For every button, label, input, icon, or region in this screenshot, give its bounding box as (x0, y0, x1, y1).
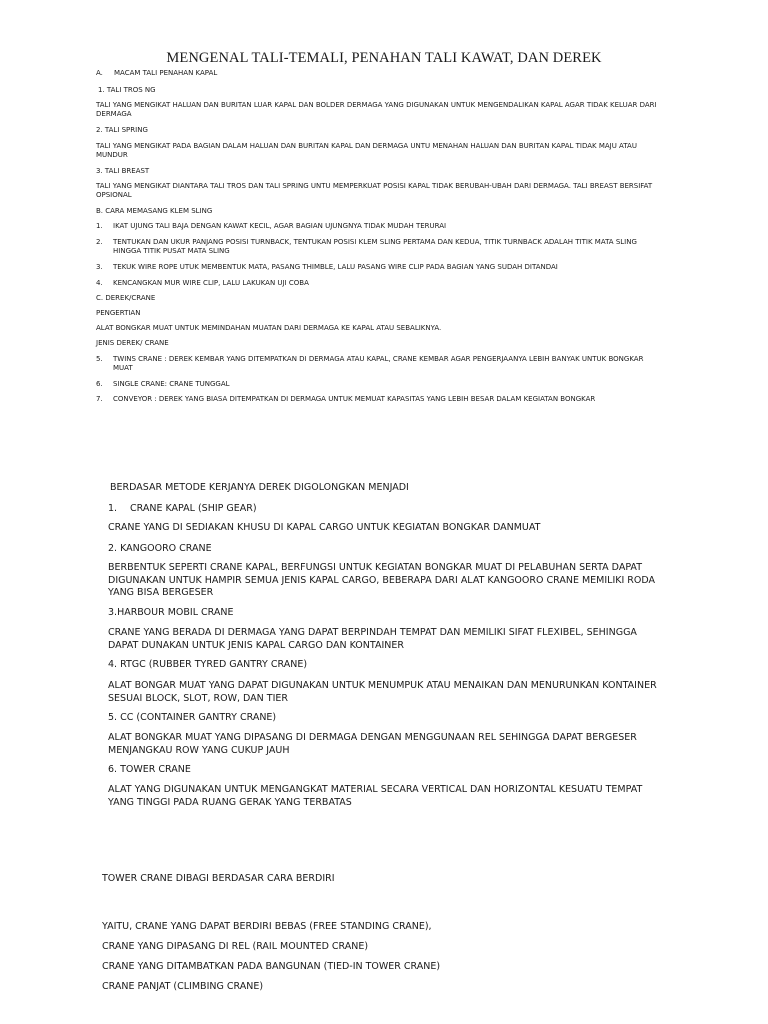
item-1-title: 1. TALI TROS NG (98, 86, 156, 94)
metode-1-number: 1. (108, 503, 118, 514)
tower-line-3: CRANE YANG DITAMBATKAN PADA BANGUNAN (TIED-IN TOWER CRANE) (102, 961, 441, 972)
step-1-number: 1. (96, 222, 103, 230)
metode-3-text: CRANE YANG BERADA DI DERMAGA YANG DAPAT BERPINDAH TEMPAT DAN MEMILIKI SIFAT FLEXIBEL, SEHINGGA DAPAT DUNAKAN UNTUK JENIS KAPAL CARGO DAN KONTAINER (108, 627, 637, 651)
step-4-text: KENCANGKAN MUR WIRE CLIP, LALU LAKUKAN UJI COBA (113, 279, 309, 287)
item-2-title: 2. TALI SPRING (96, 126, 148, 134)
step-3-text: TEKUK WIRE ROPE UTUK MEMBENTUK MATA, PASANG THIMBLE, LALU PASANG WIRE CLIP PADA BAGIAN YANG SUDAH DITANDAI (113, 263, 558, 271)
jenis-5-text: TWINS CRANE : DEREK KEMBAR YANG DITEMPATKAN DI DERMAGA ATAU KAPAL, CRANE KEMBAR AGAR PENGERJAANYA LEBIH BANYAK UNTUK BONGKAR MUAT (113, 355, 644, 372)
jenis-7-text: CONVEYOR : DEREK YANG BIASA DITEMPATKAN DI DERMAGA UNTUK MEMUAT KAPASITAS YANG LEBIH BESAR DALAM KEGIATAN BONGKAR (113, 395, 596, 403)
section-c-heading: C. DEREK/CRANE (96, 294, 156, 302)
jenis-6-text: SINGLE CRANE: CRANE TUNGGAL (113, 380, 230, 388)
metode-5-title: 5. CC (CONTAINER GANTRY CRANE) (108, 712, 277, 723)
pengertian-label: PENGERTIAN (96, 309, 141, 317)
step-3-number: 3. (96, 263, 103, 271)
step-2-number: 2. (96, 238, 103, 246)
metode-4-title: 4. RTGC (RUBBER TYRED GANTRY CRANE) (108, 659, 308, 670)
document-title: MENGENAL TALI-TEMALI, PENAHAN TALI KAWAT, DAN DEREK (166, 50, 602, 66)
item-3-text: TALI YANG MENGIKAT DIANTARA TALI TROS DAN TALI SPRING UNTU MEMPERKUAT POSISI KAPAL TIDAK BERUBAH-UBAH DARI DERMAGA. TALI BREAST BERSIFAT OPSIONAL (96, 182, 653, 199)
step-4-number: 4. (96, 279, 103, 287)
metode-3-title: 3.HARBOUR MOBIL CRANE (108, 607, 234, 618)
section-a-marker: A. (96, 69, 103, 77)
tower-heading: TOWER CRANE DIBAGI BERDASAR CARA BERDIRI (102, 873, 335, 884)
jenis-5-number: 5. (96, 355, 103, 363)
tower-line-2: CRANE YANG DIPASANG DI REL (RAIL MOUNTED CRANE) (102, 941, 369, 952)
metode-2-title: 2. KANGOORO CRANE (108, 543, 212, 554)
metode-1-text: CRANE YANG DI SEDIAKAN KHUSU DI KAPAL CARGO UNTUK KEGIATAN BONGKAR DANMUAT (108, 522, 541, 533)
tower-line-1: YAITU, CRANE YANG DAPAT BERDIRI BEBAS (FREE STANDING CRANE), (102, 921, 432, 932)
section-b-heading: B. CARA MEMASANG KLEM SLING (96, 207, 213, 215)
jenis-7-number: 7. (96, 395, 103, 403)
item-3-title: 3. TALI BREAST (96, 167, 150, 175)
jenis-label: JENIS DEREK/ CRANE (96, 339, 169, 347)
item-1-text: TALI YANG MENGIKAT HALUAN DAN BURITAN LUAR KAPAL DAN BOLDER DERMAGA YANG DIGUNAKAN UNTUK MENGENDALIKAN KAPAL AGAR TIDAK KELUAR DARI DERMAGA (96, 101, 657, 118)
jenis-6-number: 6. (96, 380, 103, 388)
metode-4-text: ALAT BONGAR MUAT YANG DAPAT DIGUNAKAN UNTUK MENUMPUK ATAU MENAIKAN DAN MENURUNKAN KONTAINER SESUAI BLOCK, SLOT, ROW, DAN TIER (108, 680, 657, 704)
step-2-text: TENTUKAN DAN UKUR PANJANG POSISI TURNBACK, TENTUKAN POSISI KLEM SLING PERTAMA DAN KEDUA, TITIK TURNBACK ADALAH TITIK MATA SLING HINGGA TITIK PUSAT MATA SLING (113, 238, 637, 255)
step-1-text: IKAT UJUNG TALI BAJA DENGAN KAWAT KECIL, AGAR BAGIAN UJUNGNYA TIDAK MUDAH TERURAI (113, 222, 447, 230)
tower-line-4: CRANE PANJAT (CLIMBING CRANE) (102, 981, 264, 992)
item-2-text: TALI YANG MENGIKAT PADA BAGIAN DALAM HALUAN DAN BURITAN KAPAL DAN DERMAGA UNTU MENAHAN HALUAN DAN BURITAN KAPAL TIDAK MAJU ATAU MUNDUR (96, 142, 637, 159)
metode-2-text: BERBENTUK SEPERTI CRANE KAPAL, BERFUNGSI UNTUK KEGIATAN BONGKAR MUAT DI PELABUHAN SERTA DAPAT DIGUNAKAN UNTUK HAMPIR SEMUA JENIS KAPAL CARGO, BEBERAPA DARI ALAT KANGOORO CRANE MEMILIKI RODA YANG BISA BERGESER (108, 562, 656, 598)
pengertian-text: ALAT BONGKAR MUAT UNTUK MEMINDAHAN MUATAN DARI DERMAGA KE KAPAL ATAU SEBALIKNYA. (96, 324, 442, 332)
metode-5-text: ALAT BONGKAR MUAT YANG DIPASANG DI DERMAGA DENGAN MENGGUNAAN REL SEHINGGA DAPAT BERGESER MENJANGKAU ROW YANG CUKUP JAUH (108, 732, 637, 756)
metode-6-title: 6. TOWER CRANE (108, 764, 191, 775)
metode-heading: BERDASAR METODE KERJANYA DEREK DIGOLONGKAN MENJADI (110, 482, 409, 493)
metode-1-title: CRANE KAPAL (SHIP GEAR) (130, 503, 257, 514)
section-a-heading: MACAM TALI PENAHAN KAPAL (114, 69, 218, 77)
metode-6-text: ALAT YANG DIGUNAKAN UNTUK MENGANGKAT MATERIAL SECARA VERTICAL DAN HORIZONTAL KESUATU TEMPAT YANG TINGGI PADA RUANG GERAK YANG TERBATAS (108, 784, 643, 808)
